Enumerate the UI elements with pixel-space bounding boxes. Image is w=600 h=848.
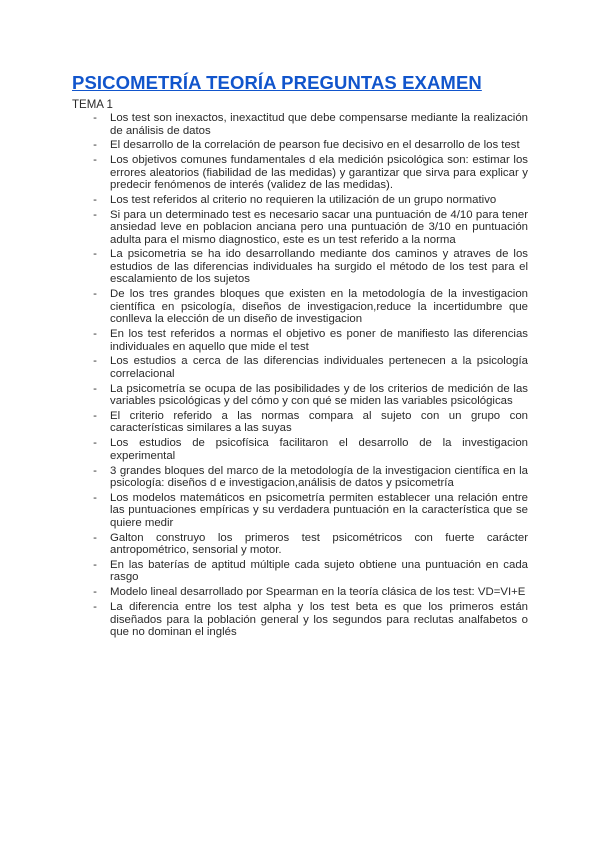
list-item: [0, 112, 528, 137]
list-item-text: Si para un determinado test es necesario sacar una puntuación de 4/10 para tener ansiedad leve en poblacion anciana pero una puntuación de 3/10 en puntuación adulta para el mismo diagnostico, este es un test referido a la norma: [110, 208, 528, 246]
bullet-dash: -: [93, 382, 97, 395]
bullet-dash: -: [93, 208, 97, 221]
list-item-text: La psicometría se ocupa de las posibilidades y de los criterios de medición de las variables psicológicas y del cómo y con qué se miden las variables psicológicas: [110, 382, 528, 408]
list-item-text: Modelo lineal desarrollado por Spearman en la teoría clásica de los test: VD=VI+E: [110, 586, 526, 599]
list-item: [0, 209, 528, 247]
list-item-text: Los test referidos al criterio no requieren la utilización de un grupo normativo: [110, 193, 497, 206]
bullet-dash: -: [93, 355, 97, 368]
bullet-dash: -: [93, 409, 97, 422]
section-heading: TEMA 1: [72, 99, 113, 111]
list-item: [0, 532, 528, 557]
bullet-dash: -: [93, 154, 97, 167]
bullet-dash: -: [93, 491, 97, 504]
list-item-text: La psicometria se ha ido desarrollando mediante dos caminos y atraves de los estudios de las diferencias individuales ha surgido el método de los test para el escalamiento de los sujetos: [110, 248, 528, 286]
list-item-text: 3 grandes bloques del marco de la metodología de la investigacion científica en la psicología: diseños d e investigacion,análisis de datos y psicometría: [110, 464, 528, 490]
list-item-text: El desarrollo de la correlación de pearson fue decisivo en el desarrollo de los test: [110, 139, 520, 152]
list-item-text: De los tres grandes bloques que existen en la metodología de la investigacion científica en psicología, diseños de investigacion,reduce la incertidumbre que conlleva la elección de un diseño de investigacion: [110, 288, 528, 326]
bullet-dash: -: [93, 193, 97, 206]
list-item: [0, 355, 528, 380]
bullet-dash: -: [93, 464, 97, 477]
page-title: PSICOMETRÍA TEORÍA PREGUNTAS EXAMEN: [72, 72, 482, 93]
bullet-dash: -: [93, 437, 97, 450]
question-list: [0, 112, 600, 641]
bullet-dash: -: [93, 112, 97, 124]
list-item: [0, 492, 528, 530]
list-item-text: En las baterías de aptitud múltiple cada sujeto obtiene una puntuación en cada rasgo: [110, 558, 528, 584]
list-item-text: Los modelos matemáticos en psicometría permiten establecer una relación entre las puntuaciones empíricas y su verdadera puntuación en la característica que se quiere medir: [110, 491, 528, 529]
bullet-dash: -: [93, 328, 97, 341]
list-item-text: Los estudios a cerca de las diferencias individuales pertenecen a la psicología correlacional: [110, 355, 528, 380]
list-item: [0, 437, 528, 462]
list-item-text: La diferencia entre los test alpha y los test beta es que los primeros están diseñados para la población general y los segundos para reclutas analfabetos o que no dominan el inglés: [110, 601, 528, 639]
list-item: [0, 328, 528, 353]
list-item: [0, 139, 528, 152]
bullet-dash: -: [93, 288, 97, 301]
bullet-dash: -: [93, 248, 97, 261]
list-item: [0, 383, 528, 408]
list-item: [0, 154, 528, 192]
list-item: [0, 248, 528, 286]
list-item-text: En los test referidos a normas el objetivo es poner de manifiesto las diferencias individuales en aquello que mide el test: [110, 328, 528, 353]
bullet-dash: -: [93, 586, 97, 599]
list-item-text: Galton construyo los primeros test psicométricos con fuerte carácter antropométrico, sensorial y motor.: [110, 531, 528, 557]
list-item: [0, 194, 528, 207]
bullet-dash: -: [93, 139, 97, 152]
bullet-dash: -: [93, 601, 97, 614]
list-item: [0, 465, 528, 490]
list-item: [0, 410, 528, 435]
list-item: [0, 601, 528, 639]
list-item: [0, 586, 528, 599]
bullet-dash: -: [93, 531, 97, 544]
list-item-text: El criterio referido a las normas compara al sujeto con un grupo con características similares a las suyas: [110, 409, 528, 435]
list-item-text: Los objetivos comunes fundamentales d ela medición psicológica son: estimar los errores aleatorios (fiabilidad de las medidas) y garantizar que sirva para explicar y predecir fenómenos de interés (validez de las medidas).: [110, 154, 528, 192]
bullet-dash: -: [93, 558, 97, 571]
list-item: [0, 559, 528, 584]
list-item: [0, 288, 528, 326]
list-item-text: Los estudios de psicofísica facilitaron el desarrollo de la investigacion experimental: [110, 437, 528, 462]
list-item-text: Los test son inexactos, inexactitud que debe compensarse mediante la realización de análisis de datos: [110, 112, 528, 137]
